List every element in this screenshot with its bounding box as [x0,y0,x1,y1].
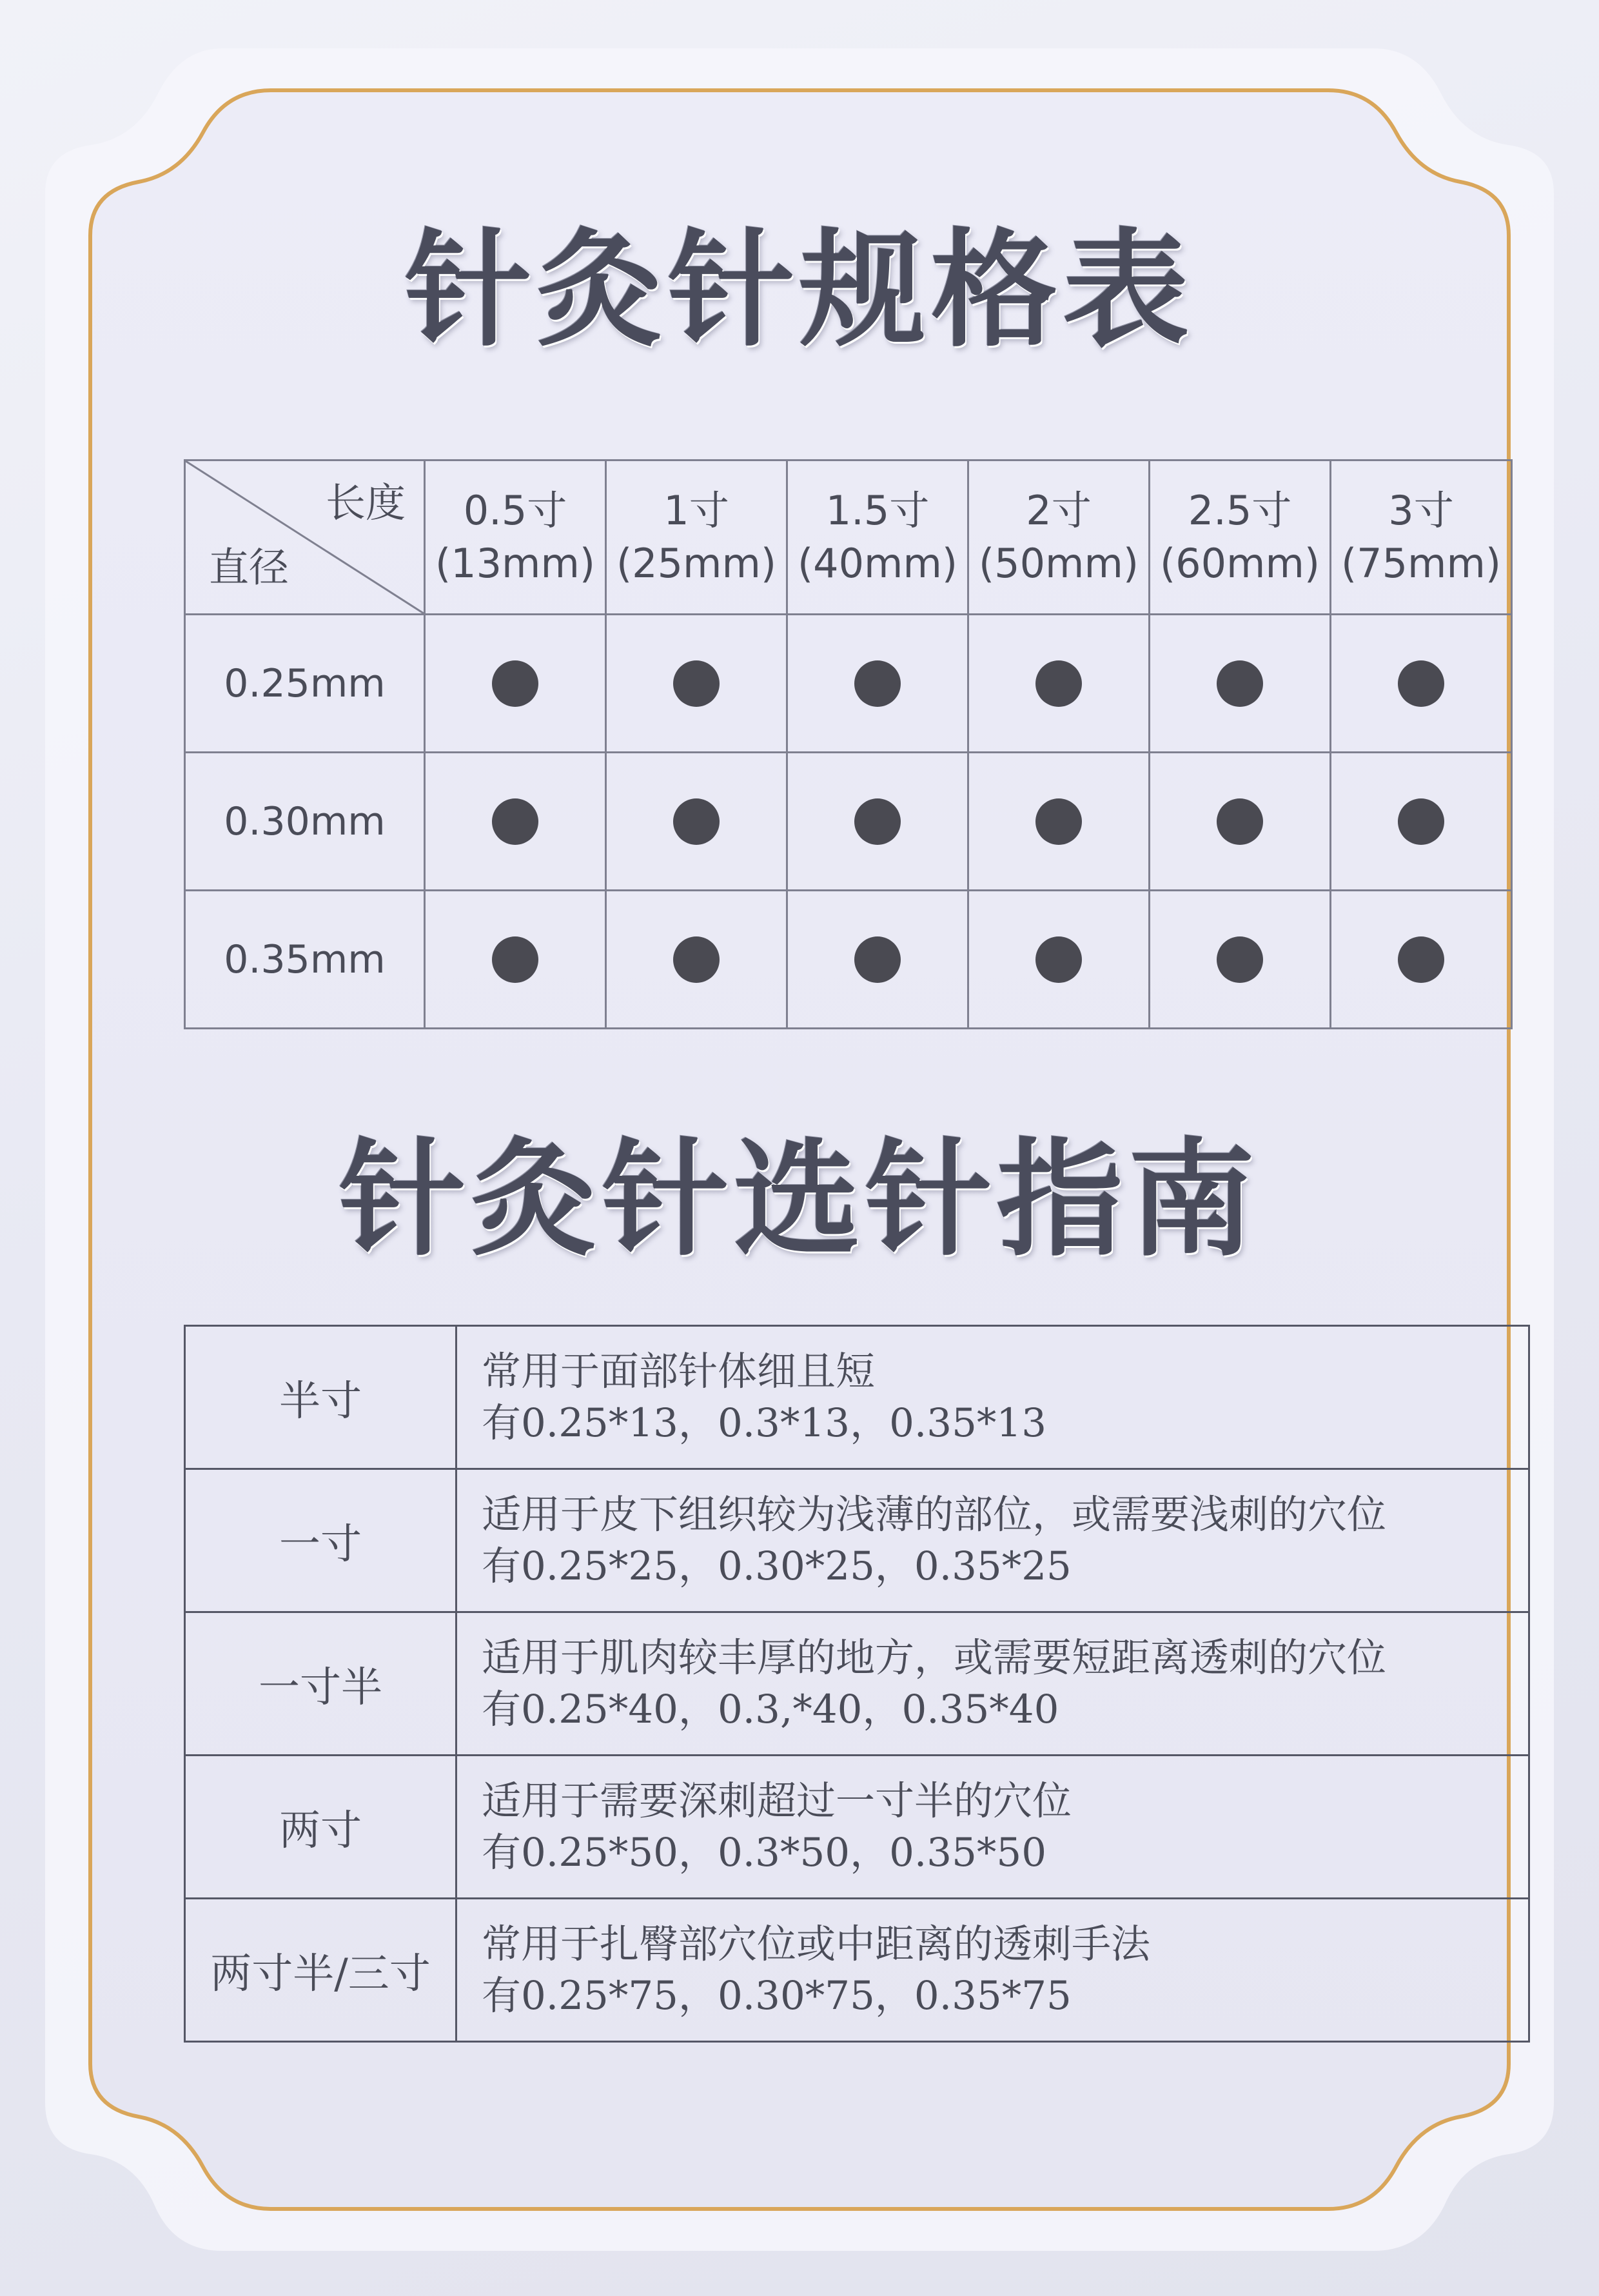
usage-cell: 适用于肌肉较丰厚的地方，或需要短距离透刺的穴位 有0.25*40，0.3,*40，0.35*40 [456,1612,1529,1756]
guide-row [185,1612,1529,1756]
guide-row [185,1899,1529,2042]
availability-cell [787,891,968,1029]
guide-row [185,1756,1529,1899]
guide-row [185,1326,1529,1469]
availability-cell [606,891,787,1029]
usage-cell: 适用于需要深刺超过一寸半的穴位 有0.25*50，0.3*50，0.35*50 [456,1756,1529,1899]
availability-cell [1331,615,1512,753]
guide-table [184,1325,1530,2043]
length-label: 长度 [325,479,406,526]
spec-table-title: 针灸针规格表 [404,216,1194,364]
available-dot [492,798,538,845]
needle-length-cell: 一寸 [185,1469,456,1612]
available-dot [1398,798,1444,845]
spec-table [184,459,1513,1029]
usage-cell: 适用于皮下组织较为浅薄的部位，或需要浅刺的穴位 有0.25*25，0.30*25，0.35*25 [456,1469,1529,1612]
needle-length-cell: 两寸半/三寸 [185,1899,456,2042]
diameter-cell: 0.25mm [185,615,425,753]
available-dot [1217,936,1263,983]
diameter-cell: 0.35mm [185,891,425,1029]
availability-cell [425,615,606,753]
availability-cell [968,615,1150,753]
needle-length-cell: 半寸 [185,1326,456,1469]
availability-cell [1150,753,1331,891]
availability-cell [1331,891,1512,1029]
spec-row [185,753,1512,891]
available-dot [1217,798,1263,845]
column-header: 2.5寸 (60mm) [1150,460,1331,615]
column-header: 1.5寸 (40mm) [787,460,968,615]
diameter-label: 直径 [209,544,289,591]
available-dot [1035,936,1082,983]
available-dot [854,660,901,707]
corner-cell [185,460,425,615]
availability-cell [968,753,1150,891]
column-header: 3寸 (75mm) [1331,460,1512,615]
available-dot [492,936,538,983]
usage-cell: 常用于面部针体细且短 有0.25*13，0.3*13，0.35*13 [456,1326,1529,1469]
spec-row [185,891,1512,1029]
available-dot [673,798,720,845]
availability-cell [1331,753,1512,891]
available-dot [1398,936,1444,983]
column-header: 0.5寸 (13mm) [425,460,606,615]
needle-length-cell: 一寸半 [185,1612,456,1756]
spec-header-row [185,460,1512,615]
usage-cell: 常用于扎臀部穴位或中距离的透刺手法 有0.25*75，0.30*75，0.35*75 [456,1899,1529,2042]
availability-cell [968,891,1150,1029]
guide-table-title: 针灸针选针指南 [338,1125,1260,1274]
spec-row [185,615,1512,753]
column-header: 1寸 (25mm) [606,460,787,615]
available-dot [492,660,538,707]
available-dot [1035,798,1082,845]
availability-cell [1150,615,1331,753]
needle-length-cell: 两寸 [185,1756,456,1899]
available-dot [1398,660,1444,707]
column-header: 2寸 (50mm) [968,460,1150,615]
available-dot [854,798,901,845]
availability-cell [1150,891,1331,1029]
availability-cell [425,753,606,891]
diameter-cell: 0.30mm [185,753,425,891]
availability-cell [787,753,968,891]
guide-row [185,1469,1529,1612]
available-dot [1217,660,1263,707]
availability-cell [606,615,787,753]
available-dot [854,936,901,983]
availability-cell [787,615,968,753]
available-dot [1035,660,1082,707]
available-dot [673,936,720,983]
availability-cell [425,891,606,1029]
availability-cell [606,753,787,891]
available-dot [673,660,720,707]
